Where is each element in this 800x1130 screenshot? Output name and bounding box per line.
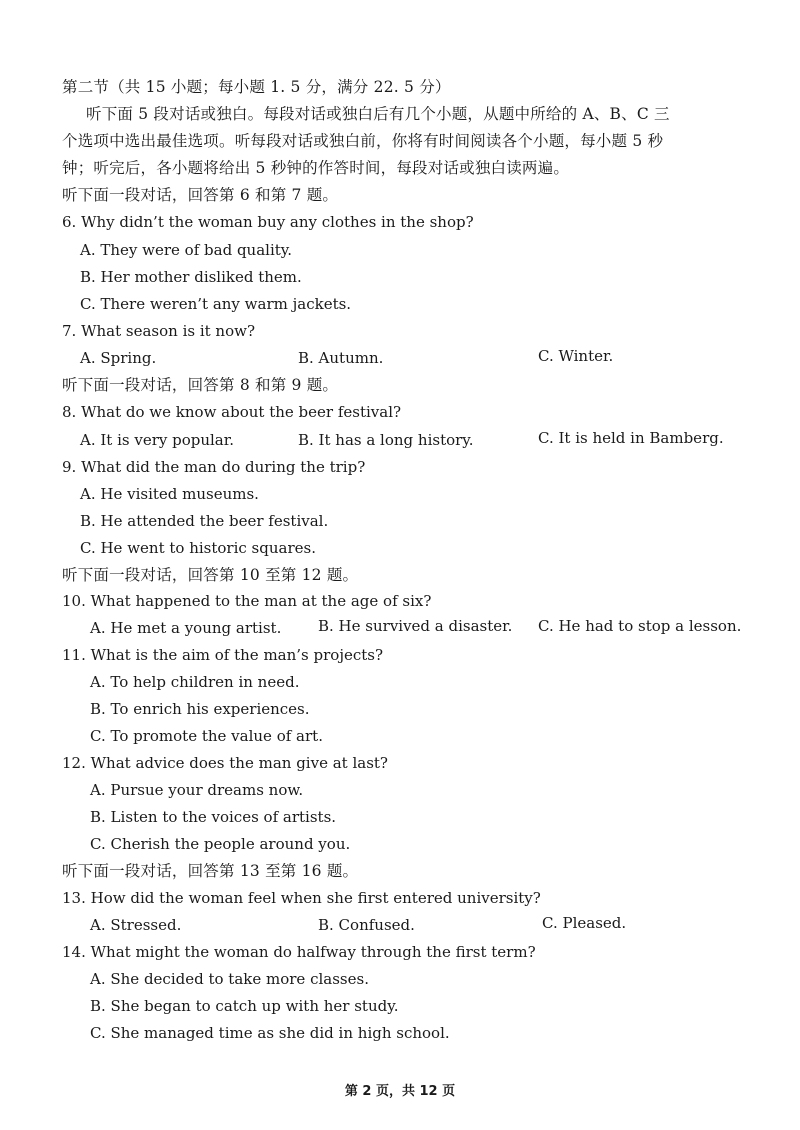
section-heading: 第二节（共 15 小题；每小题 1. 5 分，满分 22. 5 分） — [62, 78, 451, 96]
answer-option: C. Winter. — [538, 347, 614, 365]
group-intro: 听下面一段对话，回答第 10 至第 12 题。 — [62, 566, 359, 584]
answer-option: A. He met a young artist. — [90, 619, 282, 637]
answer-option: B. It has a long history. — [298, 431, 474, 449]
answer-option: C. He went to historic squares. — [80, 539, 316, 557]
question-stem: 10. What happened to the man at the age of six? — [62, 592, 432, 610]
answer-option: C. Pleased. — [542, 914, 627, 932]
question-stem: 13. How did the woman feel when she first entered university? — [62, 889, 541, 907]
answer-option: B. Autumn. — [298, 349, 384, 367]
answer-option: C. He had to stop a lesson. — [538, 617, 742, 635]
answer-option: B. He survived a disaster. — [318, 617, 513, 635]
answer-option: C. There weren’t any warm jackets. — [80, 295, 352, 313]
answer-option: C. She managed time as she did in high school. — [90, 1024, 450, 1042]
answer-option: A. Pursue your dreams now. — [90, 781, 304, 799]
answer-option: C. Cherish the people around you. — [90, 835, 351, 853]
answer-option: B. Confused. — [318, 916, 415, 934]
page-number: 第 2 页，共 12 页 — [344, 1084, 456, 1099]
answer-option: A. It is very popular. — [80, 431, 235, 449]
answer-option: A. To help children in need. — [90, 673, 300, 691]
instruction-line-2: 个选项中选出最佳选项。听每段对话或独白前，你将有时间阅读各个小题，每小题 5 秒 — [62, 132, 664, 150]
answer-option: A. Stressed. — [90, 916, 182, 934]
answer-option: C. It is held in Bamberg. — [538, 429, 724, 447]
question-stem: 7. What season is it now? — [62, 322, 256, 340]
question-stem: 6. Why didn’t the woman buy any clothes in the shop? — [62, 213, 474, 231]
answer-option: B. To enrich his experiences. — [90, 700, 310, 718]
answer-option: B. He attended the beer festival. — [80, 512, 329, 530]
answer-option: A. Spring. — [80, 349, 157, 367]
answer-option: B. Her mother disliked them. — [80, 268, 302, 286]
group-intro: 听下面一段对话，回答第 8 和第 9 题。 — [62, 376, 339, 394]
instruction-line-3: 钟；听完后，各小题将给出 5 秒钟的作答时间，每段对话或独白读两遍。 — [62, 159, 570, 177]
answer-option: A. They were of bad quality. — [80, 241, 293, 259]
answer-option: A. She decided to take more classes. — [90, 970, 369, 988]
question-stem: 9. What did the man do during the trip? — [62, 458, 366, 476]
answer-option: A. He visited museums. — [80, 485, 259, 503]
question-stem: 14. What might the woman do halfway through the first term? — [62, 943, 536, 961]
question-stem: 11. What is the aim of the man’s projects? — [62, 646, 384, 664]
answer-option: B. Listen to the voices of artists. — [90, 808, 337, 826]
answer-option: C. To promote the value of art. — [90, 727, 323, 745]
question-stem: 12. What advice does the man give at last? — [62, 754, 388, 772]
instruction-line-1: 听下面 5 段对话或独白。每段对话或独白后有几个小题，从题中所给的 A、B、C 三 — [86, 105, 670, 123]
group-intro: 听下面一段对话，回答第 6 和第 7 题。 — [62, 186, 339, 204]
question-stem: 8. What do we know about the beer festival? — [62, 403, 402, 421]
answer-option: B. She began to catch up with her study. — [90, 997, 399, 1015]
group-intro: 听下面一段对话，回答第 13 至第 16 题。 — [62, 862, 359, 880]
